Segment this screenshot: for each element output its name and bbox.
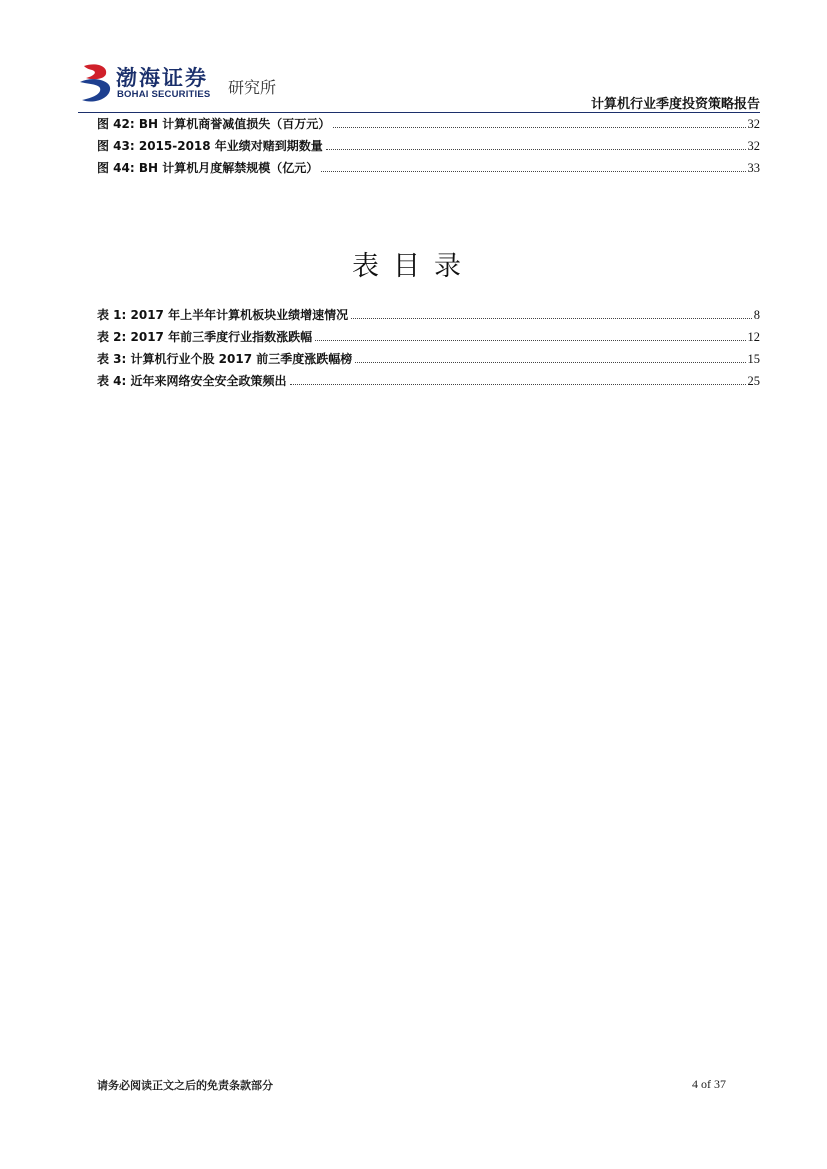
toc-entry-label: 表 1: 2017 年上半年计算机板块业绩增速情况 [97,308,349,322]
toc-leader-dots [355,362,745,363]
figure-toc [97,115,760,181]
toc-entry-page: 32 [747,117,760,131]
toc-entry[interactable] [97,328,760,350]
toc-leader-dots [315,340,745,341]
footer-disclaimer: 请务必阅读正文之后的免责条款部分 [97,1079,273,1092]
toc-leader-dots [290,384,746,385]
toc-entry[interactable] [97,306,760,328]
bohai-logo [78,62,298,106]
toc-leader-dots [351,318,752,319]
toc-entry[interactable] [97,137,760,159]
toc-leader-dots [321,171,745,172]
toc-entry-label: 图 43: 2015-2018 年业绩对赌到期数量 [97,139,323,153]
toc-entry-page: 25 [747,374,760,388]
logo-chinese-name: 渤海证券 [116,66,208,90]
toc-entry-label: 表 2: 2017 年前三季度行业指数涨跌幅 [97,330,313,344]
toc-entry-page: 33 [747,161,760,175]
table-toc [97,306,760,394]
toc-leader-dots [326,149,746,150]
report-title: 计算机行业季度投资策略报告 [590,97,760,112]
logo-institute: 研究所 [228,78,277,97]
toc-entry[interactable] [97,372,760,394]
toc-entry[interactable] [97,159,760,181]
toc-entry-label: 图 42: BH 计算机商誉减值损失（百万元） [97,117,331,131]
footer-page-number: 4 of 37 [692,1077,726,1091]
toc-leader-dots [333,127,745,128]
toc-entry-label: 表 4: 近年来网络安全安全政策频出 [97,374,287,388]
toc-entry-page: 15 [747,352,760,366]
toc-entry[interactable] [97,115,760,137]
toc-entry-label: 表 3: 计算机行业个股 2017 前三季度涨跌幅榜 [97,352,353,366]
bohai-logo-icon [78,62,114,104]
toc-entry-label: 图 44: BH 计算机月度解禁规模（亿元） [97,161,319,175]
logo-english-name: BOHAI SECURITIES [117,89,211,100]
toc-entry-page: 32 [747,139,760,153]
toc-entry[interactable] [97,350,760,372]
toc-entry-page: 8 [753,308,760,322]
table-toc-heading: 表目录 [352,251,475,282]
header-divider [78,112,760,113]
toc-entry-page: 12 [747,330,760,344]
